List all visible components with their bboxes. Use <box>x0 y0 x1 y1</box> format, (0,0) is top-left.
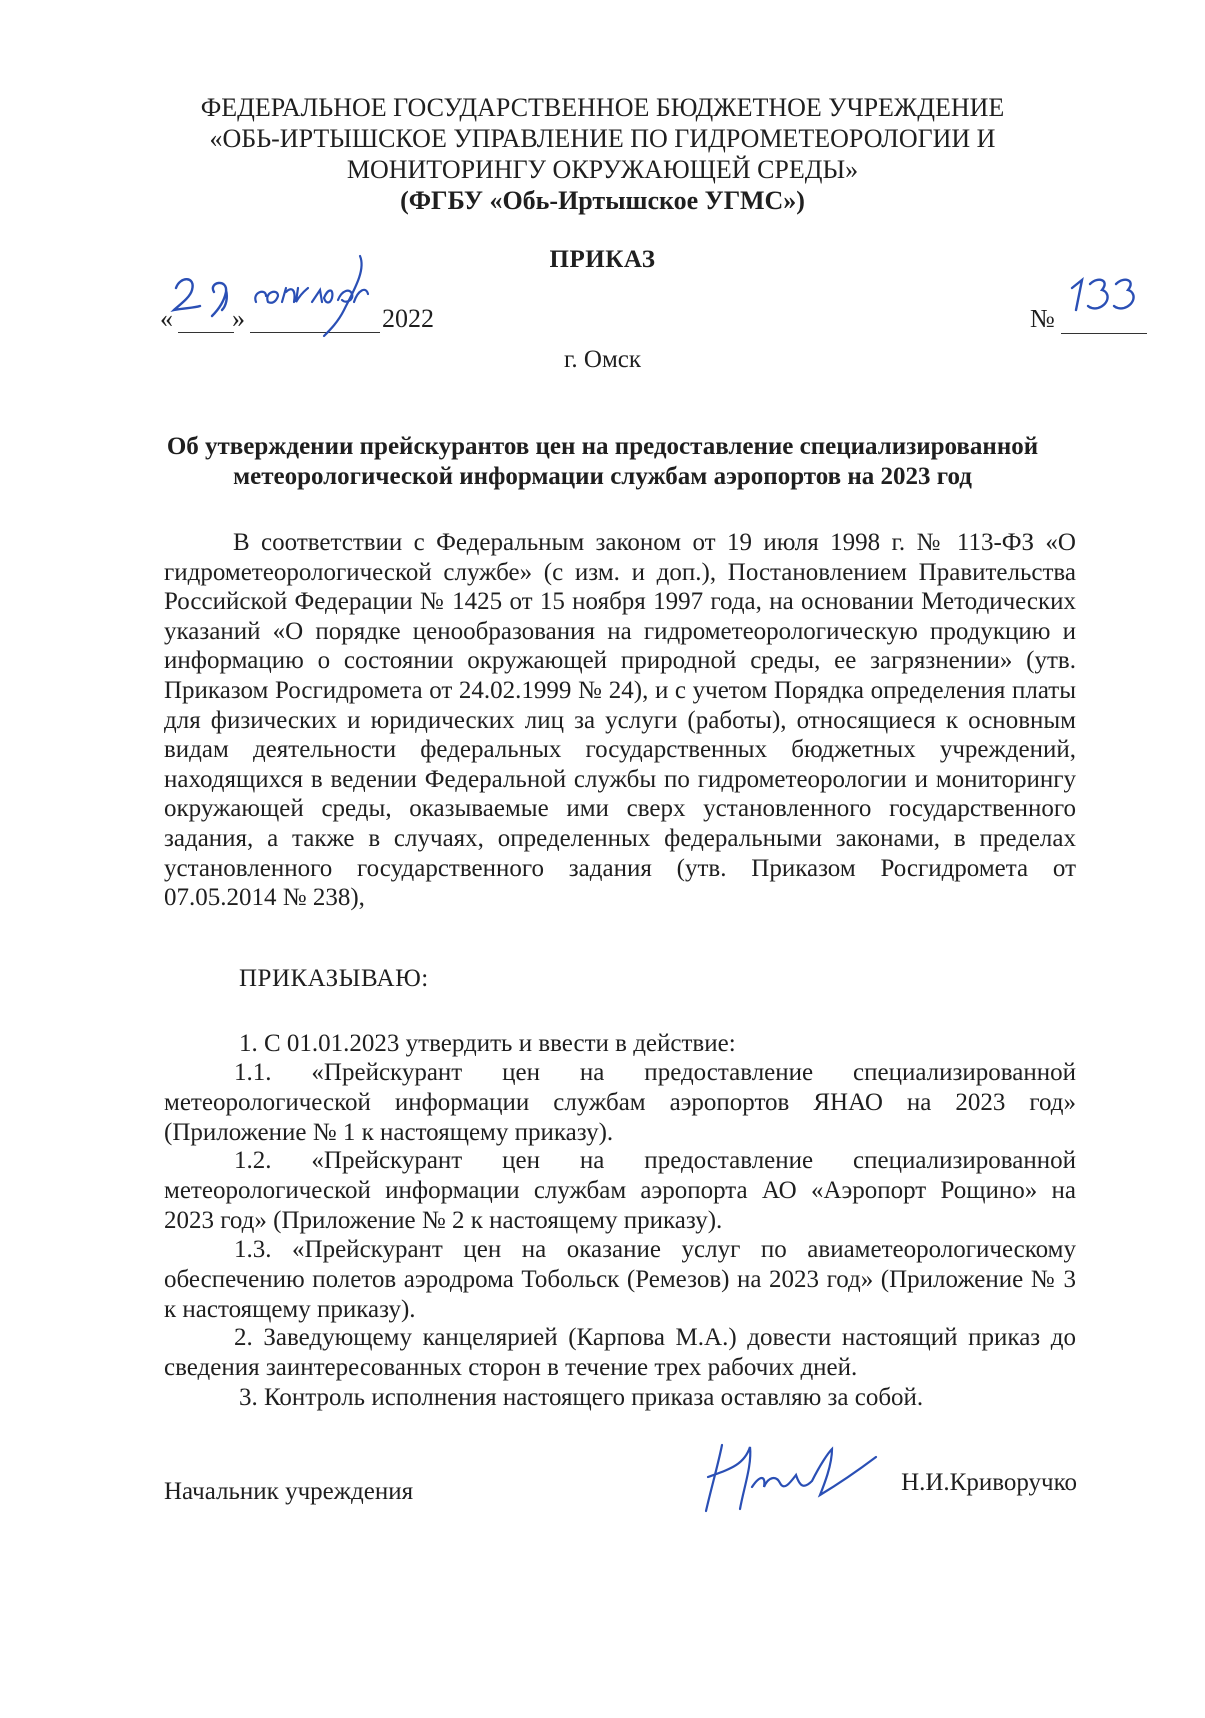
preamble-paragraph <box>164 528 1076 913</box>
item-1: 1. С 01.01.2023 утвердить и ввести в действие: <box>239 1030 736 1057</box>
signatory-name: Н.И.Криворучко <box>901 1469 1077 1496</box>
date-open-quote: « <box>160 304 173 333</box>
city: г. Омск <box>563 346 642 373</box>
org-name-line-1: ФЕДЕРАЛЬНОЕ ГОСУДАРСТВЕННОЕ БЮДЖЕТНОЕ УЧРЕЖДЕНИЕ <box>200 93 1005 122</box>
item-1-3: 1.3. «Прейскурант цен на оказание услуг по авиаметеорологическому обеспечению полетов аэродрома Тобольск (Ремезов) на 2023 год» (Приложение № 3 к настоящему приказу). <box>164 1236 1076 1323</box>
org-short-name: (ФГБУ «Обь-Иртышское УГМС») <box>400 186 805 215</box>
org-name-line-2: «ОБЬ-ИРТЫШСКОЕ УПРАВЛЕНИЕ ПО ГИДРОМЕТЕОРОЛОГИИ И <box>209 124 996 153</box>
item-1-2: 1.2. «Прейскурант цен на предоставление специализированной метеорологической информации службам аэропорта АО «Аэропорт Рощино» на 2023 год» (Приложение № 2 к настоящему приказу). <box>164 1147 1076 1234</box>
handwritten-signature <box>700 1435 880 1525</box>
handwritten-day <box>170 270 240 320</box>
date-close-quote: » <box>232 304 245 333</box>
preamble-text: В соответствии с Федеральным законом от 19 июля 1998 г. № 113-ФЗ «О гидрометеорологической службе» (с изм. и доп.), Постановлением Правительства Российской Федерации № 1425 от 15 ноября 1997 года, на основании Методических указаний «О порядке ценообразования на гидрометеорологическую продукцию и информацию о состоянии окружающей природной среды, ее загрязнении» (утв. Приказом Росгидромета от 24.02.1999 № 24), и с учетом Порядка определения платы для физических и юридических лиц за услуги (работы), относящиеся к основным видам деятельности федеральных государственных бюджетных учреждений, находящихся в ведении Федеральной службы по гидрометеорологии и мониторингу окружающей среды, оказываемые ими сверх установленного государственного задания, а также в случаях, определенных федеральными законами, в пределах установленного государственного задания (утв. Приказом Росгидромета от 07.05.2014 № 238), <box>164 529 1076 912</box>
org-name-line-3: МОНИТОРИНГУ ОКРУЖАЮЩЕЙ СРЕДЫ» <box>346 155 859 184</box>
number-label: № <box>1030 304 1055 333</box>
order-subject <box>120 432 1085 492</box>
organization-header <box>120 92 1085 216</box>
item-3: 3. Контроль исполнения настоящего приказа оставляю за собой. <box>239 1384 924 1411</box>
handwritten-month <box>250 250 385 340</box>
subject-line-2: метеорологической информации службам аэропортов на 2023 год <box>233 463 972 490</box>
document-title: ПРИКАЗ <box>549 246 656 273</box>
handwritten-number <box>1068 272 1148 322</box>
item-1-1: 1.1. «Прейскурант цен на предоставление специализированной метеорологической информации службам аэропортов ЯНАО на 2023 год» (Приложение № 1 к настоящему приказу). <box>164 1059 1076 1146</box>
order-word: ПРИКАЗЫВАЮ: <box>239 965 429 992</box>
date-year: 2022 <box>382 304 434 333</box>
subject-line-1: Об утверждении прейскурантов цен на предоставление специализированной <box>166 433 1039 460</box>
item-2: 2. Заведующему канцелярией (Карпова М.А.) довести настоящий приказ до сведения заинтересованных сторон в течение трех рабочих дней. <box>164 1324 1076 1381</box>
signatory-position: Начальник учреждения <box>164 1478 414 1505</box>
